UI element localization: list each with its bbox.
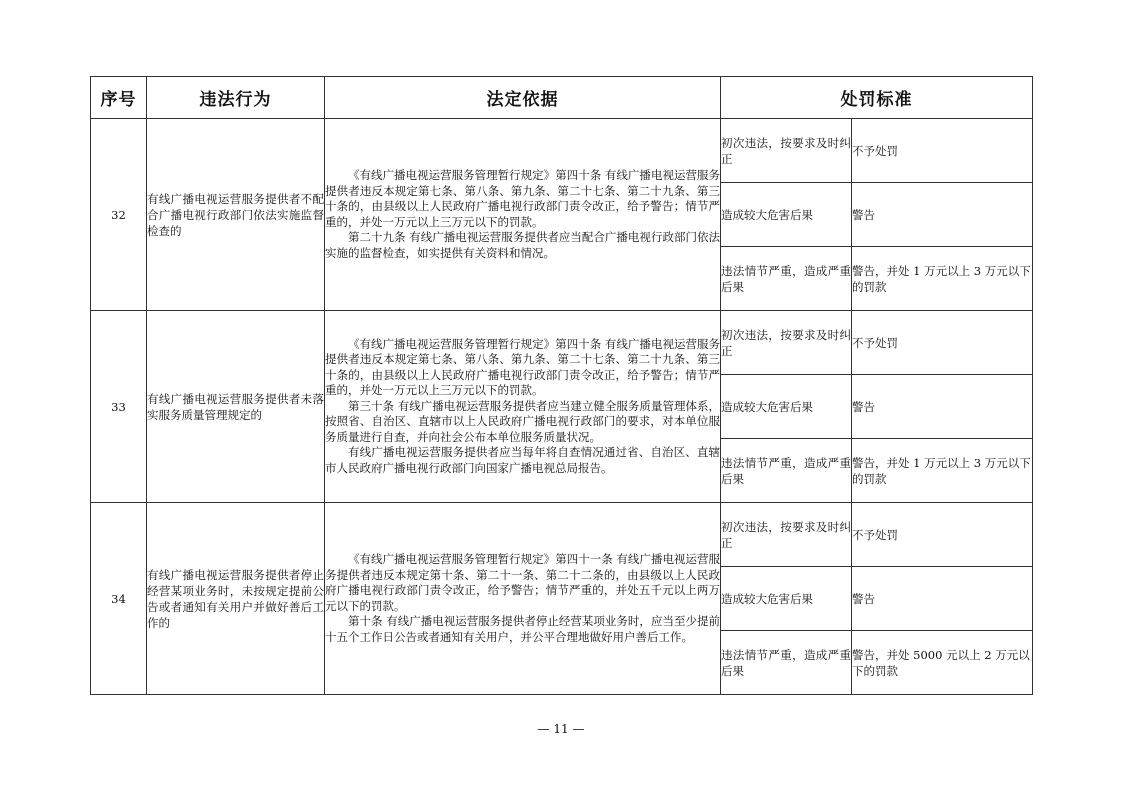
standard-penalty: 警告，并处 5000 元以上 2 万元以下的罚款 [852, 631, 1033, 695]
violation-text: 有线广播电视运营服务提供者未落实服务质量管理规定的 [147, 311, 325, 503]
basis-paragraph: 《有线广播电视运营服务管理暂行规定》第四十条 有线广播电视运营服务提供者违反本规定第七条、第八条、第九条、第二十七条、第二十九条、第三十条的，由县级以上人民政府广播电视行政部门责令改正，给予警告；情节严重的，并处一万元以上三万元以下的罚款。 [325, 168, 720, 229]
standard-condition: 违法情节严重，造成严重后果 [721, 631, 852, 695]
basis-paragraph: 第三十条 有线广播电视运营服务提供者应当建立健全服务质量管理体系，按照省、自治区、直辖市以上人民政府广播电视行政部门的要求，对本单位服务质量进行自查，并向社会公布本单位服务质量状况。 [325, 398, 720, 444]
header-violation: 违法行为 [147, 77, 325, 119]
row-number: 33 [91, 311, 147, 503]
header-penalty-standard: 处罚标准 [721, 77, 1033, 119]
standard-condition: 违法情节严重，造成严重后果 [721, 439, 852, 503]
standard-condition: 造成较大危害后果 [721, 375, 852, 439]
standard-penalty: 警告 [852, 183, 1033, 247]
table-row [91, 119, 1033, 183]
violation-text: 有线广播电视运营服务提供者不配合广播电视行政部门依法实施监督检查的 [147, 119, 325, 311]
header-seq: 序号 [91, 77, 147, 119]
violation-text: 有线广播电视运营服务提供者停止经营某项业务时，未按规定提前公告或者通知有关用户并做好善后工作的 [147, 503, 325, 695]
standard-penalty: 不予处罚 [852, 119, 1033, 183]
row-number: 32 [91, 119, 147, 311]
standard-penalty: 警告，并处 1 万元以上 3 万元以下的罚款 [852, 439, 1033, 503]
penalty-table [90, 76, 1033, 695]
row-number: 34 [91, 503, 147, 695]
standard-condition: 造成较大危害后果 [721, 567, 852, 631]
table-row [91, 503, 1033, 567]
table-row [91, 311, 1033, 375]
standard-penalty: 不予处罚 [852, 503, 1033, 567]
basis-paragraph: 《有线广播电视运营服务管理暂行规定》第四十条 有线广播电视运营服务提供者违反本规定第七条、第八条、第九条、第二十七条、第二十九条、第三十条的，由县级以上人民政府广播电视行政部门责令改正，给予警告；情节严重的，并处一万元以上三万元以下的罚款。 [325, 336, 720, 398]
standard-penalty: 警告，并处 1 万元以上 3 万元以下的罚款 [852, 247, 1033, 311]
basis-paragraph: 《有线广播电视运营服务管理暂行规定》第四十一条 有线广播电视运营服务提供者违反本规定第十条、第二十一条、第二十二条的，由县级以上人民政府广播电视行政部门责令改正，给予警告；情节严重的，并处五千元以上两万元以下的罚款。 [325, 552, 720, 613]
header-legal-basis: 法定依据 [325, 77, 721, 119]
header-row [91, 77, 1033, 119]
legal-basis [325, 503, 721, 695]
standard-penalty: 不予处罚 [852, 311, 1033, 375]
standard-condition: 初次违法，按要求及时纠正 [721, 311, 852, 375]
standard-penalty: 警告 [852, 375, 1033, 439]
standard-condition: 初次违法，按要求及时纠正 [721, 119, 852, 183]
basis-paragraph: 第十条 有线广播电视运营服务提供者停止经营某项业务时，应当至少提前十五个工作日公告或者通知有关用户，并公平合理地做好用户善后工作。 [325, 614, 720, 644]
basis-paragraph: 第二十九条 有线广播电视运营服务提供者应当配合广播电视行政部门依法实施的监督检查，如实提供有关资料和情况。 [325, 230, 720, 260]
legal-basis [325, 311, 721, 503]
standard-condition: 违法情节严重，造成严重后果 [721, 247, 852, 311]
legal-basis [325, 119, 721, 311]
standard-penalty: 警告 [852, 567, 1033, 631]
standard-condition: 初次违法，按要求及时纠正 [721, 503, 852, 567]
standard-condition: 造成较大危害后果 [721, 183, 852, 247]
basis-paragraph: 有线广播电视运营服务提供者应当每年将自查情况通过省、自治区、直辖市人民政府广播电视行政部门向国家广播电视总局报告。 [325, 445, 720, 475]
page-number: — 11 — [537, 722, 585, 736]
